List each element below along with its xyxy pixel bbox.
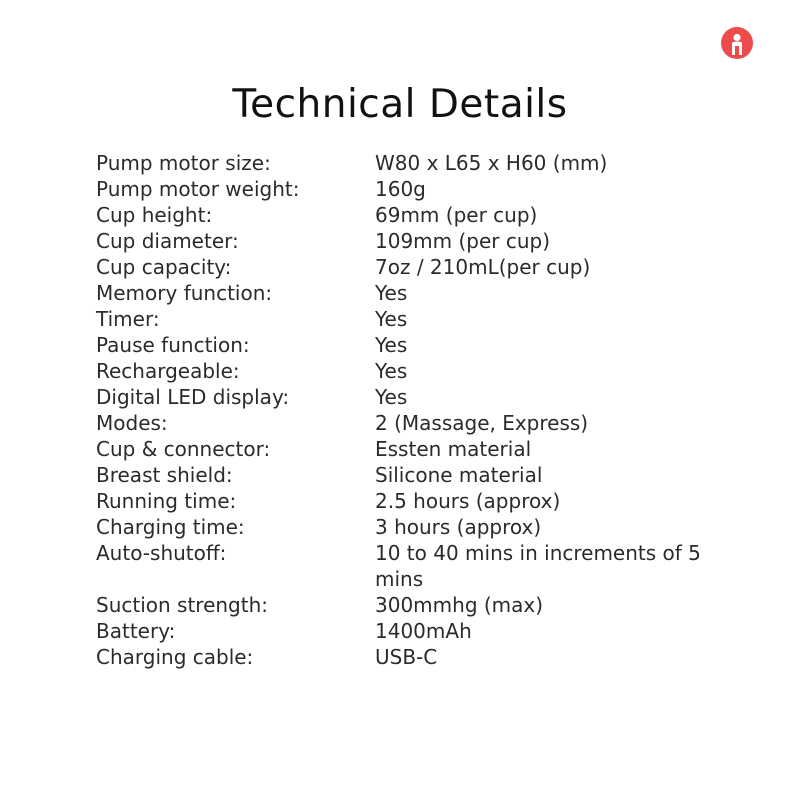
spec-label: Timer:: [96, 307, 160, 331]
spec-label: Pause function:: [96, 333, 250, 357]
spec-label: Battery:: [96, 619, 176, 643]
spec-value: 7oz / 210mL(per cup): [375, 255, 591, 279]
spec-row: [96, 150, 746, 176]
spec-value: 3 hours (approx): [375, 515, 542, 539]
spec-value: 160g: [375, 177, 426, 201]
spec-value: Yes: [375, 333, 408, 357]
spec-row: [96, 228, 746, 254]
spec-value: Silicone material: [375, 463, 543, 487]
spec-value: Yes: [375, 307, 408, 331]
spec-label: Suction strength:: [96, 593, 269, 617]
spec-label: Cup height:: [96, 203, 213, 227]
spec-value: 10 to 40 mins in increments of 5 mins: [375, 541, 701, 591]
spec-value: W80 x L65 x H60 (mm): [375, 151, 608, 175]
spec-label: Rechargeable:: [96, 359, 240, 383]
spec-row: [96, 514, 746, 540]
spec-row: [96, 280, 746, 306]
spec-row: [96, 644, 746, 670]
spec-row: [96, 436, 746, 462]
spec-value: 109mm (per cup): [375, 229, 551, 253]
spec-row: [96, 488, 746, 514]
spec-label: Pump motor weight:: [96, 177, 300, 201]
spec-label: Cup capacity:: [96, 255, 232, 279]
spec-row: [96, 540, 746, 592]
spec-value: 2 (Massage, Express): [375, 411, 589, 435]
spec-value: USB-C: [375, 645, 438, 669]
spec-row: [96, 462, 746, 488]
spec-label: Pump motor size:: [96, 151, 271, 175]
spec-row: [96, 254, 746, 280]
spec-label: Cup & connector:: [96, 437, 271, 461]
spec-row: [96, 618, 746, 644]
spec-label: Modes:: [96, 411, 168, 435]
brand-logo-icon: [721, 27, 753, 59]
page-title: Technical Details: [232, 82, 568, 127]
spec-list: [96, 150, 746, 670]
spec-row: [96, 202, 746, 228]
spec-value: 69mm (per cup): [375, 203, 538, 227]
spec-label: Digital LED display:: [96, 385, 290, 409]
spec-row: [96, 358, 746, 384]
spec-value: 1400mAh: [375, 619, 472, 643]
spec-label: Running time:: [96, 489, 237, 513]
spec-value: Essten material: [375, 437, 532, 461]
spec-label: Charging cable:: [96, 645, 254, 669]
spec-value: 2.5 hours (approx): [375, 489, 561, 513]
spec-row: [96, 384, 746, 410]
spec-value: 300mmhg (max): [375, 593, 544, 617]
spec-row: [96, 592, 746, 618]
spec-value: Yes: [375, 359, 408, 383]
spec-row: [96, 410, 746, 436]
spec-row: [96, 306, 746, 332]
spec-label: Cup diameter:: [96, 229, 239, 253]
spec-value: Yes: [375, 385, 408, 409]
spec-label: Memory function:: [96, 281, 273, 305]
spec-value: Yes: [375, 281, 408, 305]
spec-label: Auto-shutoff:: [96, 541, 227, 565]
spec-row: [96, 176, 746, 202]
spec-label: Breast shield:: [96, 463, 233, 487]
spec-row: [96, 332, 746, 358]
spec-label: Charging time:: [96, 515, 245, 539]
